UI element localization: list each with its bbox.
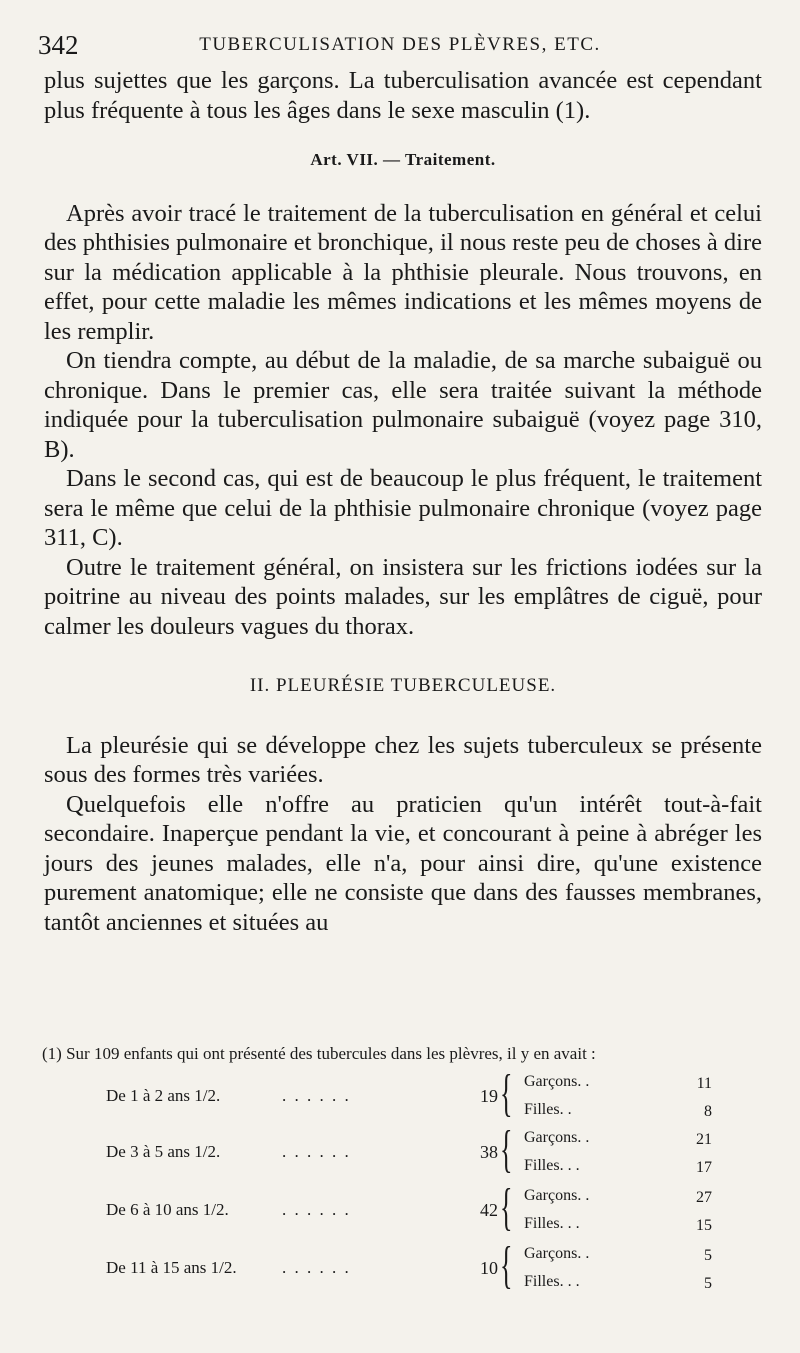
row-total: 10 xyxy=(480,1258,498,1278)
row-total: 38 xyxy=(480,1142,498,1162)
boys-count: 5 xyxy=(704,1247,712,1264)
page-header xyxy=(0,30,800,64)
treatment-paragraph: On tiendra compte, au début de la maladie, de sa marche subaiguë ou chronique. Dans le premier cas, elle sera traitée suivant la méthode indiquée pour la tuberculisation pulmonaire subaiguë (voyez page 310, B). xyxy=(44,347,762,463)
footnote-row xyxy=(42,1237,764,1298)
girls-label: Filles. . . xyxy=(524,1157,580,1174)
footnote xyxy=(42,1042,764,1306)
brace: { xyxy=(500,1065,513,1122)
footnote-table xyxy=(42,1066,764,1306)
brace: { xyxy=(500,1121,513,1178)
section-heading: Art. VII. — Traitement. xyxy=(310,150,496,169)
treatment-paragraph: Outre le traitement général, on insistera sur les frictions iodées sur la poitrine au niveau des points malades, sur les emplâtres de ciguë, pour calmer les douleurs vagues du thorax. xyxy=(44,553,762,640)
running-title: TUBERCULISATION DES PLÈVRES, ETC. xyxy=(199,34,601,55)
boys-count: 11 xyxy=(696,1075,712,1092)
girls-label: Filles. . xyxy=(524,1101,572,1118)
age-range: De 11 à 15 ans 1/2. xyxy=(106,1258,237,1277)
girls-count: 17 xyxy=(696,1159,712,1176)
brace: { xyxy=(500,1237,513,1294)
boys-label: Garçons. . xyxy=(524,1073,590,1090)
girls-count: 8 xyxy=(704,1103,712,1120)
treatment-paragraph: Après avoir tracé le traitement de la tuberculisation en général et celui des phthisies pulmonaire et bronchique, il nous reste peu de choses à dire sur la médication applicable à la phthisie pleurale. Nous trouvons, en effet, pour cette maladie les mêmes indications et les mêmes moyens de les remplir. xyxy=(44,199,762,345)
age-range: De 3 à 5 ans 1/2. xyxy=(106,1142,221,1161)
leader-dots: . . . . . . xyxy=(282,1142,351,1161)
leader-dots: . . . . . . xyxy=(282,1258,351,1277)
boys-count: 27 xyxy=(696,1189,712,1206)
paragraph-continuation: plus sujettes que les garçons. La tuberculisation avancée est cependant plus fréquente à tous les âges dans le sexe masculin (1). xyxy=(44,67,762,124)
footnote-row xyxy=(42,1121,764,1182)
boys-label: Garçons. . xyxy=(524,1187,590,1204)
brace: { xyxy=(500,1179,513,1236)
girls-count: 5 xyxy=(704,1275,712,1292)
age-range: De 6 à 10 ans 1/2. xyxy=(106,1200,229,1219)
row-total: 42 xyxy=(480,1200,498,1220)
pleurisy-paragraph: La pleurésie qui se développe chez les sujets tuberculeux se présente sous des formes très variées. xyxy=(44,731,762,788)
pleurisy-paragraph: Quelquefois elle n'offre au praticien qu'un intérêt tout-à-fait secondaire. Inaperçue pendant la vie, et concourant à peine à abréger les jours des jeunes malades, elle n'a, pour ainsi dire, qu'une existence purement anatomique; elle ne consiste que dans des fausses membranes, tantôt anciennes et situées au xyxy=(44,790,762,936)
leader-dots: . . . . . . xyxy=(282,1086,351,1105)
boys-label: Garçons. . xyxy=(524,1129,590,1146)
age-range: De 1 à 2 ans 1/2. xyxy=(106,1086,221,1105)
row-total: 19 xyxy=(480,1086,498,1106)
treatment-paragraph: Dans le second cas, qui est de beaucoup le plus fréquent, le traitement sera le même que celui de la phthisie pulmonaire chronique (voyez page 311, C). xyxy=(44,465,762,551)
boys-label: Garçons. . xyxy=(524,1245,590,1262)
main-text xyxy=(44,66,762,937)
footnote-row xyxy=(42,1065,764,1126)
footnote-row xyxy=(42,1179,764,1240)
girls-count: 15 xyxy=(696,1217,712,1234)
girls-label: Filles. . . xyxy=(524,1273,580,1290)
footnote-intro: (1) Sur 109 enfants qui ont présenté des tubercules dans les plèvres, il y en avait : xyxy=(42,1044,596,1063)
leader-dots: . . . . . . xyxy=(282,1200,351,1219)
page-number: 342 xyxy=(38,30,79,60)
subsection-heading: II. PLEURÉSIE TUBERCULEUSE. xyxy=(249,675,557,696)
girls-label: Filles. . . xyxy=(524,1215,580,1232)
boys-count: 21 xyxy=(696,1131,712,1148)
